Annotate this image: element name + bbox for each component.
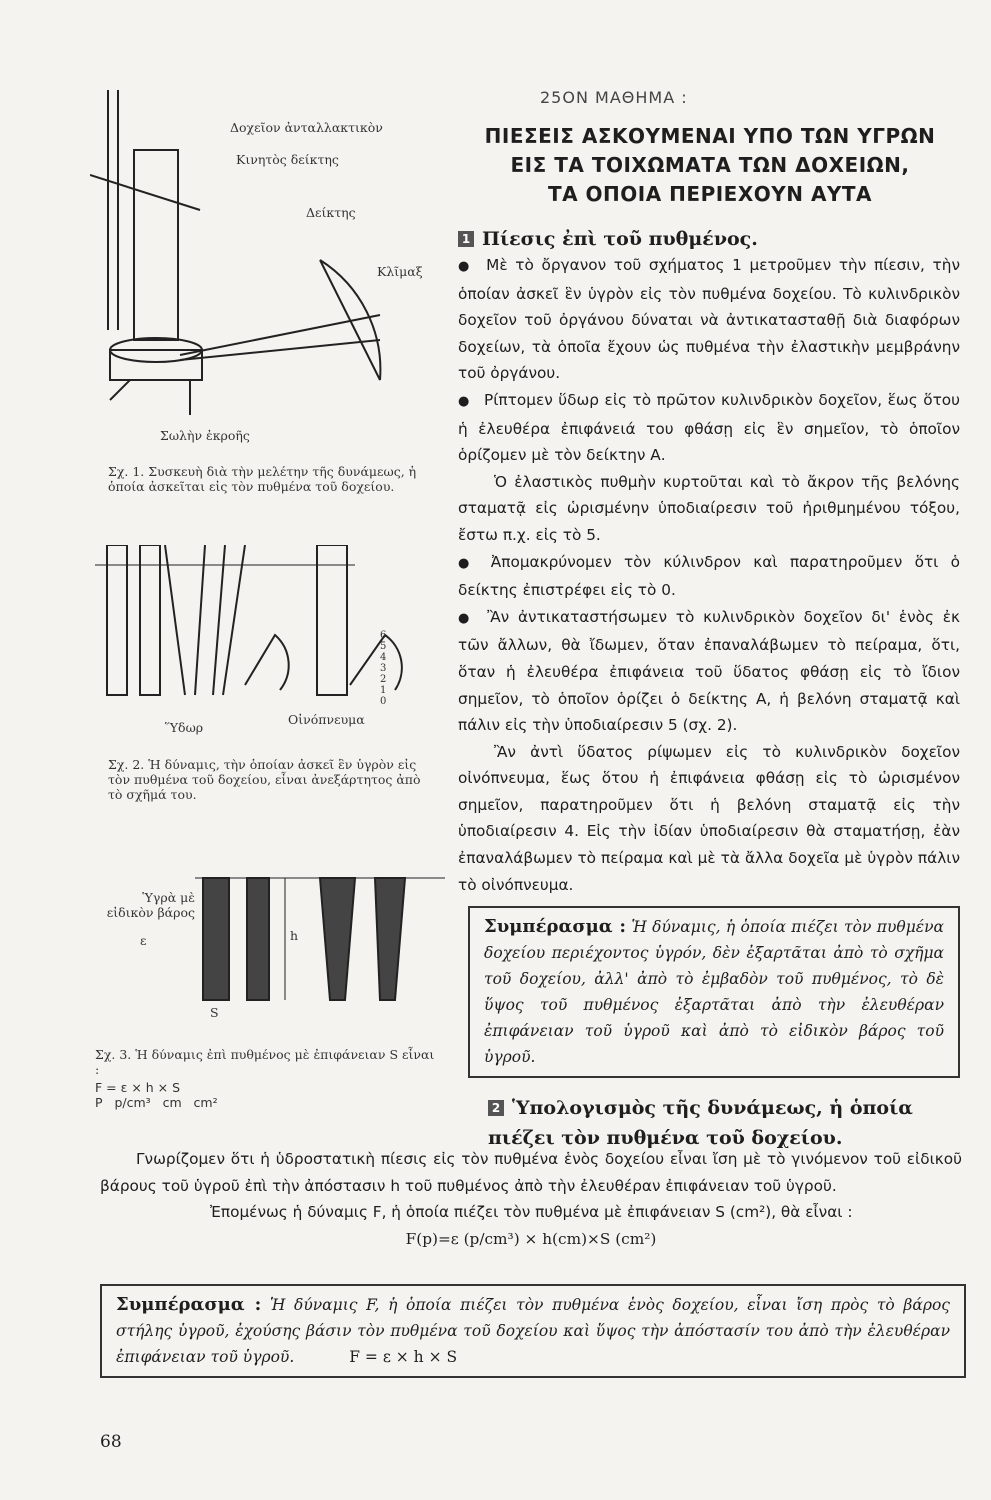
- label-water: Ὕδωρ: [165, 720, 204, 735]
- section-1: [458, 228, 960, 1078]
- section-number: 1: [458, 231, 474, 247]
- section-number: 2: [488, 1100, 504, 1116]
- conclusion-box-2: [100, 1284, 966, 1378]
- label-movable-pointer: Κινητὸς δείκτης: [236, 152, 339, 167]
- page-number: 68: [100, 1432, 122, 1452]
- paragraph: ● Ἀπομακρύνομεν τὸν κύλινδρον καὶ παρατηροῦμεν ὅτι ὁ δείκτης ἐπιστρέφει εἰς τὸ 0.: [458, 549, 960, 604]
- conclusion-label: Συμπέρασμα :: [484, 916, 626, 938]
- section-2-body: [100, 1146, 962, 1252]
- conclusion-box-1: [468, 906, 960, 1078]
- conclusion-label: Συμπέρασμα :: [116, 1294, 262, 1315]
- label-pointer: Δείκτης: [306, 205, 356, 220]
- section-1-body: [458, 252, 960, 898]
- figure-2-vessels: [95, 545, 445, 715]
- formula: F(p)=ε (p/cm³) × h(cm)×S (cm²): [405, 1229, 657, 1248]
- title-line: ΤΑ ΟΠΟΙΑ ΠΕΡΙΕΧΟΥΝ ΑΥΤΑ: [547, 182, 873, 206]
- paragraph: ● Ρίπτομεν ὕδωρ εἰς τὸ πρῶτον κυλινδρικὸν δοχεῖον, ἕως ὅτου ἡ ἐλευθέρα ἐπιφάνειά του φθάσῃ εἰς ἓν σημεῖον, τὸ ὁποῖον ὁρίζομεν μὲ τὸν δείκτην Α.: [458, 387, 960, 469]
- lesson-number: 25ΟΝ ΜΑΘΗΜΑ :: [540, 88, 688, 107]
- section-title: Πίεσις ἐπὶ τοῦ πυθμένος.: [482, 228, 758, 250]
- label-area: S: [210, 1005, 219, 1020]
- conclusion-text: Ἡ δύναμις F, ἡ ὁποία πιέζει τὸν πυθμένα ἑνὸς δοχείου, εἶναι ἴση πρὸς τὸ βάρος στήλης ὑγροῦ, ἐχούσης βάσιν τὸν πυθμένα τοῦ δοχείου καὶ ὕψος τὴν ἀπόστασίν του ἀπὸ τὴν ἐλευθέραν ἐπιφάνειαν τοῦ ὑγροῦ.: [116, 1296, 950, 1366]
- scale-numbers: 6 5 4 3 2 1 0: [380, 630, 387, 707]
- label-scale: Κλῖμαξ: [377, 264, 423, 279]
- paragraph: ● Μὲ τὸ ὄργανον τοῦ σχήματος 1 μετροῦμεν τὴν πίεσιν, τὴν ὁποίαν ἀσκεῖ ἓν ὑγρὸν εἰς τὸν πυθμένα δοχείου. Τὸ κυλινδρικὸν δοχεῖον τοῦ ὀργάνου δύναται νὰ ἀντικατασταθῇ διὰ διαφόρων δοχείων, τὰ ὁποῖα ἔχουν ὡς πυθμένα τὴν ἐλαστικὴν μεμβράνην τοῦ ὀργάνου.: [458, 252, 960, 387]
- caption-units: P p/cm³ cm cm²: [95, 1095, 218, 1110]
- figure-2-caption: Σχ. 2. Ἡ δύναμις, τὴν ὁποίαν ἀσκεῖ ἓν ὑγρὸν εἰς τὸν πυθμένα τοῦ δοχείου, εἶναι ἀνεξάρτητος ἀπὸ τὸ σχῆμά του.: [108, 757, 421, 802]
- label-alcohol: Οἰνόπνευμα: [288, 712, 365, 727]
- paragraph: Ἐπομένως ἡ δύναμις F, ἡ ὁποία πιέζει τὸν πυθμένα μὲ ἐπιφάνειαν S (cm²), θὰ εἶναι :: [210, 1203, 853, 1222]
- paragraph: ● Ἂν ἀντικαταστήσωμεν τὸ κυλινδρικὸν δοχεῖον δι' ἑνὸς ἐκ τῶν ἄλλων, θὰ ἴδωμεν, ὅταν ἐπαναλάβωμεν τὸ πείραμα, ὅτι, ὅταν ἡ ἐλευθέρα ἐπιφάνεια τοῦ ὕδατος φθάσῃ εἰς τὸ ἴδιον σημεῖον, τὸ ὁποῖον ὁρίζει ὁ δείκτης Α, ἡ βελόνη σταματᾷ καὶ πάλιν εἰς τὴν ὑποδιαίρεσιν 5 (σχ. 2).: [458, 604, 960, 739]
- figure-3-caption: [95, 1047, 440, 1110]
- title-line: ΕΙΣ ΤΑ ΤΟΙΧΩΜΑΤΑ ΤΩΝ ΔΟΧΕΙΩΝ,: [510, 153, 910, 177]
- label-replaceable-vessel: Δοχεῖον ἀνταλλακτικὸν: [230, 120, 383, 135]
- section-1-heading: [458, 228, 960, 250]
- label-height: h: [290, 928, 299, 943]
- conclusion-formula: F = ε × h × S: [349, 1348, 458, 1366]
- label-drain-tube: Σωλὴν ἐκροῆς: [160, 428, 250, 443]
- paragraph: Γνωρίζομεν ὅτι ἡ ὑδροστατικὴ πίεσις εἰς τὸν πυθμένα ἑνὸς δοχείου εἶναι ἴση μὲ τὸ γινόμενον τοῦ εἰδικοῦ βάρους τοῦ ὑγροῦ ἐπὶ τὴν ἀπόστασιν h τοῦ πυθμένος ἀπὸ τὴν ἐλευθέραν ἐπιφάνειαν τοῦ ὑγροῦ.: [100, 1150, 962, 1195]
- title-line: ΠΙΕΣΕΙΣ ΑΣΚΟΥΜΕΝΑΙ ΥΠΟ ΤΩΝ ΥΓΡΩΝ: [484, 124, 936, 148]
- paragraph: Ὁ ἐλαστικὸς πυθμὴν κυρτοῦται καὶ τὸ ἄκρον τῆς βελόνης σταματᾷ εἰς ὡρισμένην ὑποδιαίρεσιν τοῦ ἠριθμημένου τόξου, ἔστω π.χ. εἰς τὸ 5.: [458, 472, 960, 544]
- caption-formula: F = ε × h × S: [95, 1080, 181, 1095]
- section-title: Ὑπολογισμὸς τῆς δυνάμεως, ἡ ὁποία πιέζει τὸν πυθμένα τοῦ δοχείου.: [488, 1097, 913, 1149]
- label-liquid-specific-weight: Ὑγρὰ μὲ εἰδικὸν βάρος: [106, 890, 195, 920]
- caption-text: Σχ. 3. Ἡ δύναμις ἐπὶ πυθμένος μὲ ἐπιφάνειαν S εἶναι :: [95, 1047, 435, 1077]
- paragraph: Ἂν ἀντὶ ὕδατος ρίψωμεν εἰς τὸ κυλινδρικὸν δοχεῖον οἰνόπνευμα, ἕως ὅτου ἡ ἐπιφάνεια φθάσῃ εἰς τὸ ὡρισμένον σημεῖον, παρατηροῦμεν ὅτι ἡ βελόνη σταματᾷ εἰς τὴν ὑποδιαίρεσιν 4. Εἰς τὴν ἰδίαν ὑποδιαίρεσιν θὰ σταματήσῃ, ἐὰν ἐπαναλάβωμεν τὸ πείραμα καὶ μὲ τὰ ἄλλα δοχεῖα μὲ ὑγρὸν πάλιν τὸ οἰνόπνευμα.: [458, 742, 960, 894]
- label-epsilon: ε: [140, 933, 147, 948]
- section-2-heading: [488, 1093, 958, 1153]
- page-title: [455, 122, 965, 209]
- conclusion-text: Ἡ δύναμις, ἡ ὁποία πιέζει τὸν πυθμένα δοχείου περιέχοντος ὑγρόν, δὲν ἐξαρτᾶται ἀπὸ τὸ σχῆμα τοῦ δοχείου, ἀλλ' ἀπὸ τὸ ἐμβαδὸν τοῦ πυθμένος, τὸ δὲ ὕψος τοῦ πυθμένος ἐξαρτᾶται ἀπὸ τὴν ἐλευθέραν ἐπιφάνειαν τοῦ ὑγροῦ καὶ ἀπὸ τὸ εἰδικὸν βάρος τοῦ ὑγροῦ.: [484, 918, 944, 1067]
- figure-1-caption: Σχ. 1. Συσκευὴ διὰ τὴν μελέτην τῆς δυνάμεως, ἡ ὁποία ἀσκεῖται εἰς τὸν πυθμένα τοῦ δοχείου.: [108, 464, 417, 494]
- figure-3-vessels: [195, 858, 450, 1038]
